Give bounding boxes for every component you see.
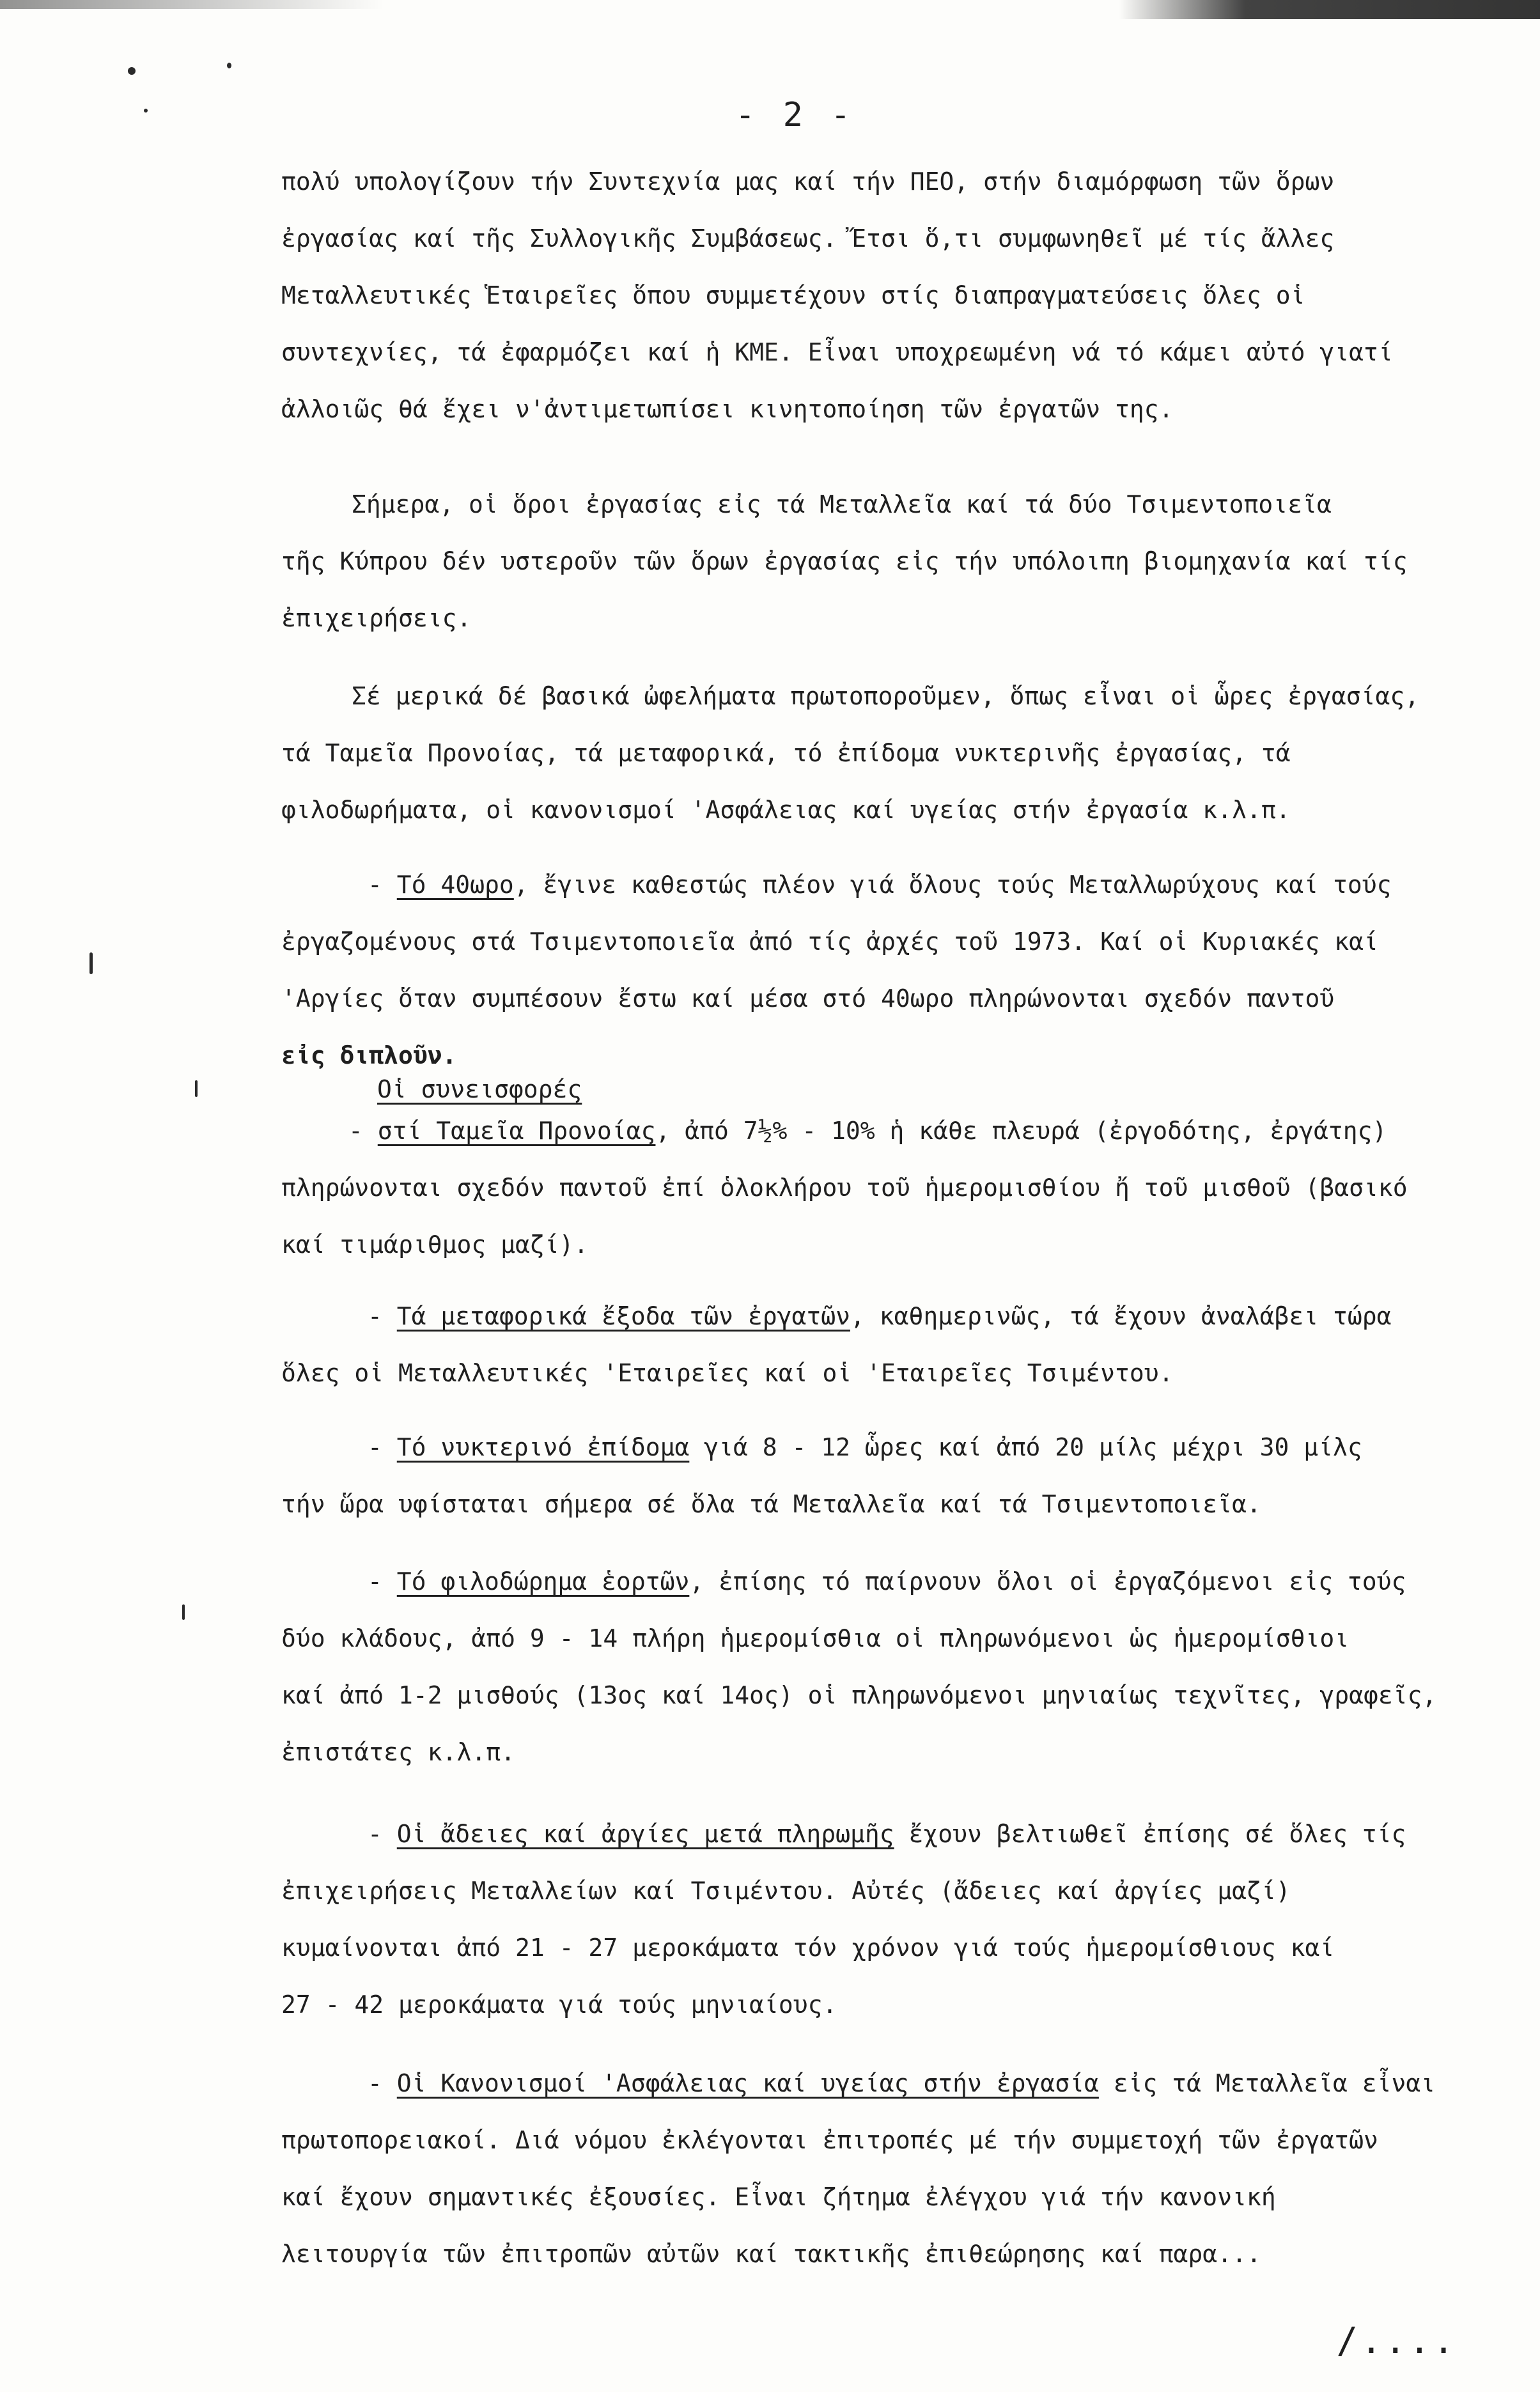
section-heading: Τό φιλοδώρημα ἑορτῶν: [396, 1567, 690, 1596]
paragraph-3: [281, 668, 1515, 839]
scan-speck: [182, 1604, 185, 1620]
text-line: συντεχνίες, τά ἐφαρμόζει καί ἡ ΚΜΕ. Εἶναι υποχρεωμένη νά τό κάμει αὐτό γιατί: [281, 338, 1393, 366]
dash: -: [348, 1117, 378, 1145]
section-heading: Τό 40ωρο: [396, 871, 514, 899]
paragraph-provident-fund: [281, 1103, 1515, 1273]
text-line: πολύ υπολογίζουν τήν Συντεχνία μας καί τήν ΠΕΟ, στήν διαμόρφωση τῶν ὅρων: [281, 167, 1335, 196]
paragraph-2: [281, 476, 1515, 647]
text-run: , ἔγινε καθεστώς πλέον γιά ὅλους τούς Μεταλλωρύχους καί τούς: [513, 871, 1392, 899]
text-line: τά Ταμεῖα Προνοίας, τά μεταφορικά, τό ἐπίδομα νυκτερινῆς ἐργασίας, τά: [281, 739, 1291, 767]
dash: -: [368, 2069, 397, 2097]
text-line: εἰς διπλοῦν.: [281, 1041, 457, 1069]
text-line: 27 - 42 μεροκάματα γιά τούς μηνιαίους.: [281, 1991, 837, 2019]
page-number: - 2 -: [735, 96, 855, 134]
paragraph-1: [281, 153, 1515, 438]
scan-speck: [195, 1080, 198, 1097]
scan-speck: [144, 109, 148, 113]
text-line: ὅλες οἱ Μεταλλευτικές 'Εταιρεῖες καί οἱ 'Εταιρεῖες Τσιμέντου.: [281, 1359, 1174, 1387]
continuation-mark: /....: [1336, 2320, 1457, 2362]
dash: -: [368, 1302, 397, 1330]
text-line: ἐργαζομένους στά Τσιμεντοποιεῖα ἀπό τίς ἀρχές τοῦ 1973. Καί οἱ Κυριακές καί: [281, 928, 1378, 956]
text-run: , ἐπίσης τό παίρνουν ὅλοι οἱ ἐργαζόμενοι εἰς τούς: [689, 1567, 1406, 1596]
paragraph-paid-leave: [281, 1806, 1515, 2033]
scan-artifact: [0, 0, 384, 9]
text-run: , ἀπό 7½% - 10% ἡ κάθε πλευρά (ἐργοδότης, ἐργάτης): [655, 1117, 1387, 1145]
text-line: τήν ὥρα υφίσταται σήμερα σέ ὅλα τά Μεταλλεῖα καί τά Τσιμεντοποιεῖα.: [281, 1490, 1261, 1518]
text-line: ἀλλοιῶς θά ἔχει ν'ἀντιμετωπίσει κινητοποίηση τῶν ἐργατῶν της.: [281, 395, 1174, 423]
paragraph-night-allowance: [281, 1419, 1515, 1533]
text-line: καί ἔχουν σημαντικές ἐξουσίες. Εἶναι ζήτημα ἐλέγχου γιά τήν κανονική: [281, 2183, 1276, 2211]
paragraph-holiday-bonus: [281, 1553, 1515, 1781]
paragraph-40-hour-week: [281, 857, 1515, 1084]
dash: -: [368, 1433, 397, 1461]
text-line: καί ἀπό 1-2 μισθούς (13ος καί 14ος) οἱ πληρωνόμενοι μηνιαίως τεχνῖτες, γραφεῖς,: [281, 1681, 1437, 1709]
text-line: κυμαίνονται ἀπό 21 - 27 μεροκάματα τόν χρόνον γιά τούς ἡμερομίσθιους καί: [281, 1934, 1335, 1962]
text-line: ἐπιχειρήσεις Μεταλλείων καί Τσιμέντου. Αὐτές (ἄδειες καί ἀργίες μαζί): [281, 1877, 1291, 1905]
text-line: πρωτοπορειακοί. Διά νόμου ἐκλέγονται ἐπιτροπές μέ τήν συμμετοχή τῶν ἐργατῶν: [281, 2126, 1378, 2154]
text-line: δύο κλάδους, ἀπό 9 - 14 πλήρη ἡμερομίσθια οἱ πληρωνόμενοι ὡς ἡμερομίσθιοι: [281, 1624, 1349, 1652]
text-line: 'Αργίες ὅταν συμπέσουν ἔστω καί μέσα στό 40ωρο πληρώνονται σχεδόν παντοῦ: [281, 984, 1335, 1013]
paragraph-safety-regulations: [281, 2055, 1515, 2283]
section-heading: Οἱ Κανονισμοί 'Ασφάλειας καί υγείας στήν ἐργασία: [396, 2069, 1099, 2097]
text-line: καί τιμάριθμος μαζί).: [281, 1231, 589, 1259]
text-line: Μεταλλευτικές Ἑταιρεῖες ὅπου συμμετέχουν στίς διαπραγματεύσεις ὅλες οἱ: [281, 281, 1305, 309]
dash: -: [368, 871, 397, 899]
text-run: , καθημερινῶς, τά ἔχουν ἀναλάβει τώρα: [850, 1302, 1392, 1330]
scan-speck: [227, 63, 231, 68]
section-heading: Τά μεταφορικά ἔξοδα τῶν ἐργατῶν: [396, 1302, 850, 1330]
paragraph-transport: [281, 1288, 1515, 1402]
paragraph-provident-heading: [281, 1074, 1515, 1105]
section-heading: Οἱ ἄδειες καί ἀργίες μετά πληρωμῆς: [396, 1820, 894, 1848]
text-line: ἐπιχειρήσεις.: [281, 604, 472, 632]
text-line: Σέ μερικά δέ βασικά ὠφελήματα πρωτοποροῦμεν, ὅπως εἶναι οἱ ὧρες ἐργασίας,: [352, 682, 1420, 710]
text-run: εἰς τά Μεταλλεῖα εἶναι: [1098, 2069, 1436, 2097]
text-line: τῆς Κύπρου δέν υστεροῦν τῶν ὅρων ἐργασίας εἰς τήν υπόλοιπη βιομηχανία καί τίς: [281, 547, 1408, 575]
section-heading: Τό νυκτερινό ἐπίδομα: [396, 1433, 690, 1461]
text-line: ἐργασίας καί τῆς Συλλογικῆς Συμβάσεως. Ἔτσι ὅ,τι συμφωνηθεῖ μέ τίς ἄλλες: [281, 224, 1335, 252]
text-line: φιλοδωρήματα, οἱ κανονισμοί 'Ασφάλειας καί υγείας στήν ἐργασία κ.λ.π.: [281, 796, 1291, 824]
section-heading: στί Ταμεῖα Προνοίας: [377, 1117, 656, 1145]
scan-speck: [89, 952, 93, 974]
text-line: Σήμερα, οἱ ὅροι ἐργασίας εἰς τά Μεταλλεῖα καί τά δύο Τσιμεντοποιεῖα: [352, 490, 1332, 518]
section-heading: Οἱ συνεισφορές: [377, 1075, 582, 1103]
text-line: πληρώνονται σχεδόν παντοῦ ἐπί ὁλοκλήρου τοῦ ἡμερομισθίου ἤ τοῦ μισθοῦ (βασικό: [281, 1174, 1408, 1202]
text-line: ἐπιστάτες κ.λ.π.: [281, 1738, 516, 1766]
text-run: γιά 8 - 12 ὧρες καί ἀπό 20 μίλς μέχρι 30 μίλς: [689, 1433, 1362, 1461]
text-run: ἔχουν βελτιωθεῖ ἐπίσης σέ ὅλες τίς: [894, 1820, 1406, 1848]
scan-artifact: [1119, 0, 1540, 19]
dash: -: [368, 1820, 397, 1848]
scan-speck: [128, 67, 136, 75]
dash: -: [368, 1567, 397, 1596]
text-line: λειτουργία τῶν ἐπιτροπῶν αὐτῶν καί τακτικῆς ἐπιθεώρησης καί παρα...: [281, 2240, 1261, 2268]
